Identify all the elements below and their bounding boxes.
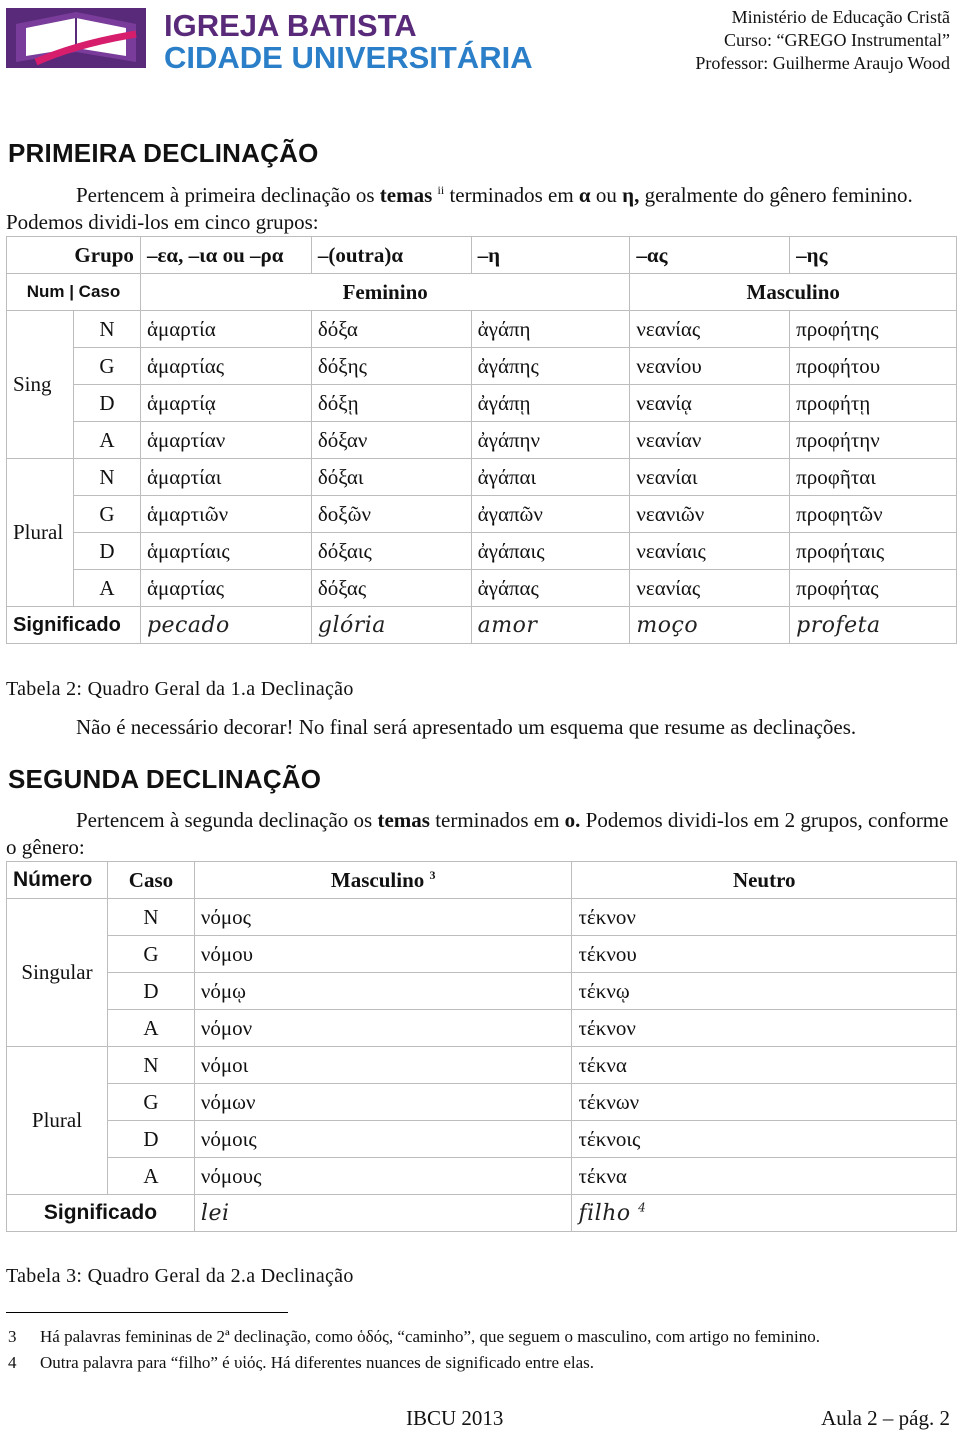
group-header-row [7, 237, 957, 274]
number-singular-2: Singular [7, 899, 108, 1047]
meaning-profeta: profeta [790, 607, 957, 644]
group-es: –ης [790, 237, 957, 274]
neuter-form: τέκνου [572, 936, 957, 973]
masculine-form: νόμου [194, 936, 572, 973]
case-label: D [73, 385, 140, 422]
ministry-line: Ministério de Educação Cristã [731, 7, 950, 27]
logo-line2: CIDADE UNIVERSITÁRIA [164, 40, 533, 72]
intro-paragraph-2: Pertencem à segunda declinação os temas terminados em o. Podemos dividi-los em 2 grupos, conforme o gênero: [6, 808, 949, 859]
neuter-form: τέκνων [572, 1084, 957, 1121]
number-plural: Plural [7, 459, 74, 607]
greek-form: ἁμαρτίαι [140, 459, 311, 496]
meaning-moco: moço [630, 607, 790, 644]
greek-form: δόξα [311, 311, 471, 348]
greek-form: νεανίας [630, 311, 790, 348]
footer-right: Aula 2 – pág. 2 [821, 1406, 950, 1430]
case-label: G [73, 496, 140, 533]
greek-form: ἀγάπη [471, 311, 630, 348]
masculine-form: νόμον [194, 1010, 572, 1047]
declension-row-2 [7, 936, 957, 973]
case-label-2: G [107, 936, 194, 973]
declension-row [7, 533, 957, 570]
case-label-2: A [107, 1158, 194, 1195]
professor-line: Professor: Guilherme Araujo Wood [695, 53, 950, 73]
first-declension-table [6, 236, 957, 644]
greek-form: προφητῶν [790, 496, 957, 533]
case-label-2: G [107, 1084, 194, 1121]
declension-row [7, 496, 957, 533]
greek-form: δόξης [311, 348, 471, 385]
case-label: A [73, 570, 140, 607]
declension-row-2 [7, 899, 957, 936]
greek-form: νεανίας [630, 570, 790, 607]
greek-form: ἀγάπην [471, 422, 630, 459]
greek-form: προφήταις [790, 533, 957, 570]
num-caso-header: Num | Caso [7, 274, 141, 311]
numero-header: Número [7, 862, 108, 899]
greek-form: δόξαν [311, 422, 471, 459]
greek-form: δόξας [311, 570, 471, 607]
footer-left: IBCU 2013 [406, 1406, 504, 1430]
significado-label: Significado [7, 607, 141, 644]
feminino-header: Feminino [140, 274, 629, 311]
greek-form: δόξαι [311, 459, 471, 496]
greek-form: προφῆται [790, 459, 957, 496]
greek-form: προφήτης [790, 311, 957, 348]
greek-form: προφήτας [790, 570, 957, 607]
t2-header-row [7, 862, 957, 899]
masculine-form: νόμοι [194, 1047, 572, 1084]
meaning-filho: filho $^4$ [572, 1195, 957, 1232]
masculino-header-2: Masculino $^3$ [194, 862, 572, 899]
case-label: N [73, 459, 140, 496]
greek-form: ἁμαρτιῶν [140, 496, 311, 533]
masculine-form: νόμων [194, 1084, 572, 1121]
masculine-form: νόμους [194, 1158, 572, 1195]
group-label: Grupo [7, 237, 141, 274]
church-logo [6, 4, 546, 72]
t2-significado-row [7, 1195, 957, 1232]
greek-form: ἀγαπῶν [471, 496, 630, 533]
case-label: D [73, 533, 140, 570]
greek-form: ἀγάπῃ [471, 385, 630, 422]
declension-row-2 [7, 1047, 957, 1084]
greek-form: νεανίαις [630, 533, 790, 570]
meaning-gloria: glória [311, 607, 471, 644]
declension-row-2 [7, 973, 957, 1010]
declension-row [7, 459, 957, 496]
second-declension-table [6, 861, 957, 1232]
declension-row-2 [7, 1121, 957, 1158]
declension-row [7, 385, 957, 422]
section-title-primeira: PRIMEIRA DECLINAÇÃO [8, 138, 319, 168]
case-label: G [73, 348, 140, 385]
case-label-2: N [107, 899, 194, 936]
neuter-form: τέκνον [572, 1010, 957, 1047]
significado-label-2: Significado [7, 1195, 195, 1232]
note-paragraph: Não é necessário decorar! No final será apresentado um esquema que resume as declinações. [76, 715, 857, 739]
case-label-2: N [107, 1047, 194, 1084]
greek-form: νεανίου [630, 348, 790, 385]
declension-row [7, 311, 957, 348]
greek-form: προφήτου [790, 348, 957, 385]
greek-form: ἁμαρτίᾳ [140, 385, 311, 422]
greek-form: ἁμαρτίας [140, 348, 311, 385]
greek-form: ἀγάπαις [471, 533, 630, 570]
greek-form: νεανίαι [630, 459, 790, 496]
logo-line1: IGREJA BATISTA [164, 8, 417, 43]
section-title-segunda: SEGUNDA DECLINAÇÃO [8, 764, 322, 794]
greek-form: δόξῃ [311, 385, 471, 422]
significado-row [7, 607, 957, 644]
greek-form: ἀγάπης [471, 348, 630, 385]
greek-form: προφήτῃ [790, 385, 957, 422]
neuter-form: τέκνον [572, 899, 957, 936]
declension-row [7, 570, 957, 607]
greek-form: προφήτην [790, 422, 957, 459]
table3-caption: Tabela 3: Quadro Geral da 2.a Declinação [6, 1265, 354, 1287]
case-label-2: D [107, 1121, 194, 1158]
case-label: A [73, 422, 140, 459]
group-eta: –η [471, 237, 630, 274]
course-line: Curso: “GREGO Instrumental” [724, 30, 950, 50]
caso-header: Caso [107, 862, 194, 899]
number-singular: Sing [7, 311, 74, 459]
meaning-amor: amor [471, 607, 630, 644]
group-ea-ia-ra: –εα, –ια ou –ρα [140, 237, 311, 274]
declension-row [7, 348, 957, 385]
masculine-form: νόμῳ [194, 973, 572, 1010]
greek-form: ἁμαρτίαις [140, 533, 311, 570]
neuter-form: τέκνα [572, 1158, 957, 1195]
meaning-lei: lei [194, 1195, 572, 1232]
greek-form: ἁμαρτίας [140, 570, 311, 607]
table2-caption: Tabela 2: Quadro Geral da 1.a Declinação [6, 678, 354, 700]
declension-row [7, 422, 957, 459]
footnote-divider [6, 1312, 288, 1313]
declension-row-2 [7, 1158, 957, 1195]
meaning-pecado: pecado [140, 607, 311, 644]
gender-header-row [7, 274, 957, 311]
group-outra-a: –(outra)α [311, 237, 471, 274]
masculino-header: Masculino [630, 274, 957, 311]
neuter-form: τέκνῳ [572, 973, 957, 1010]
greek-form: νεανίᾳ [630, 385, 790, 422]
greek-form: ἀγάπας [471, 570, 630, 607]
group-as: –ας [630, 237, 790, 274]
greek-form: νεανίαν [630, 422, 790, 459]
greek-form: δόξαις [311, 533, 471, 570]
case-label-2: A [107, 1010, 194, 1047]
footnote-3: 3 Há palavras femininas de 2ª declinação, como ὁδός, “caminho”, que seguem o masculino, com artigo no feminino. [8, 1327, 820, 1346]
masculine-form: νόμος [194, 899, 572, 936]
number-plural-2: Plural [7, 1047, 108, 1195]
case-label-2: D [107, 973, 194, 1010]
greek-form: ἀγάπαι [471, 459, 630, 496]
masculine-form: νόμοις [194, 1121, 572, 1158]
greek-form: δοξῶν [311, 496, 471, 533]
neutro-header: Neutro [572, 862, 957, 899]
footnote-4: 4 Outra palavra para “filho” é υἱός. Há diferentes nuances de significado entre elas. [8, 1353, 595, 1372]
greek-form: ἁμαρτία [140, 311, 311, 348]
greek-form: νεανιῶν [630, 496, 790, 533]
course-header [695, 6, 950, 75]
case-label: N [73, 311, 140, 348]
neuter-form: τέκνα [572, 1047, 957, 1084]
neuter-form: τέκνοις [572, 1121, 957, 1158]
greek-form: ἁμαρτίαν [140, 422, 311, 459]
declension-row-2 [7, 1084, 957, 1121]
declension-row-2 [7, 1010, 957, 1047]
intro-paragraph-1: Pertencem à primeira declinação os temas $^{ii}$ terminados em α ou η, geralmente do gênero feminino. Podemos dividi-los em cinco grupos: [6, 183, 913, 234]
